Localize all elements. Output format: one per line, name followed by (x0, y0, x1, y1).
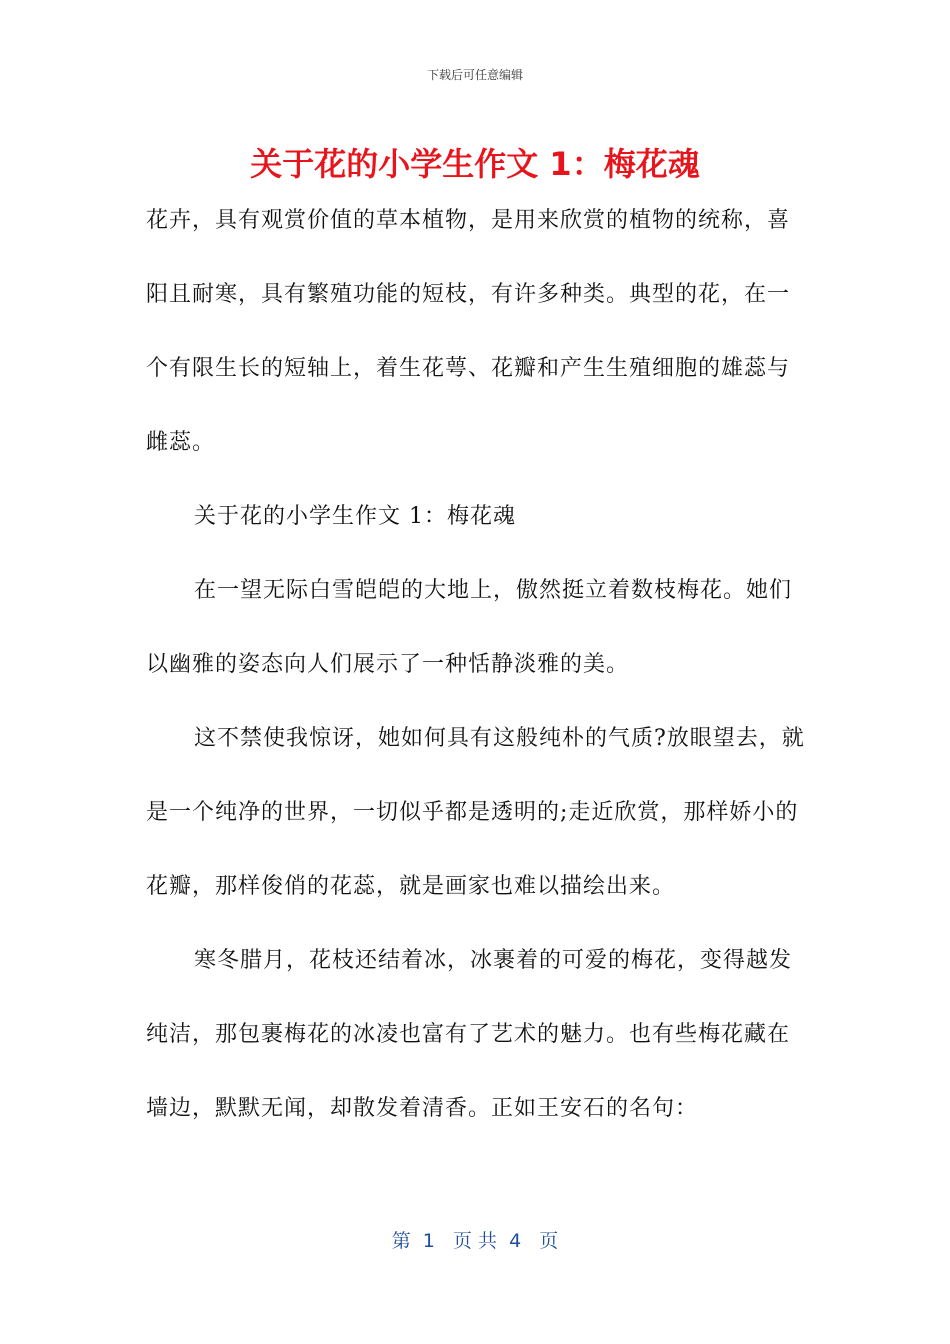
essay-paragraph-2: 这不禁使我惊讶，她如何具有这般纯朴的气质?放眼望去，就是一个纯净的世界，一切似乎都是透明的;走近欣赏，那样娇小的花瓣，那样俊俏的花蕊，就是画家也难以描绘出来。 (146, 726, 805, 899)
essay-paragraph-3: 寒冬腊月，花枝还结着冰，冰裹着的可爱的梅花，变得越发纯洁，那包裹梅花的冰凌也富有了艺术的魅力。也有些梅花藏在墙边，默默无闻，却散发着清香。正如王安石的名句： (146, 948, 793, 1121)
essay-paragraph-1: 在一望无际白雪皑皑的大地上，傲然挺立着数枝梅花。她们以幽雅的姿态向人们展示了一种恬静淡雅的美。 (146, 578, 793, 677)
page-number-footer: 第 1 页 共 4 页 (391, 1230, 559, 1252)
header-note: 下载后可任意编辑 (426, 68, 523, 82)
intro-paragraph: 花卉，具有观赏价值的草本植物，是用来欣赏的植物的统称，喜阳且耐寒，具有繁殖功能的短枝，有许多种类。典型的花，在一个有限生长的短轴上，着生花萼、花瓣和产生生殖细胞的雄蕊与雌蕊。 (146, 208, 791, 455)
document-title: 关于花的小学生作文 1：梅花魂 (250, 145, 700, 183)
document-body (146, 184, 806, 1146)
essay-heading: 关于花的小学生作文 1：梅花魂 (194, 504, 516, 529)
